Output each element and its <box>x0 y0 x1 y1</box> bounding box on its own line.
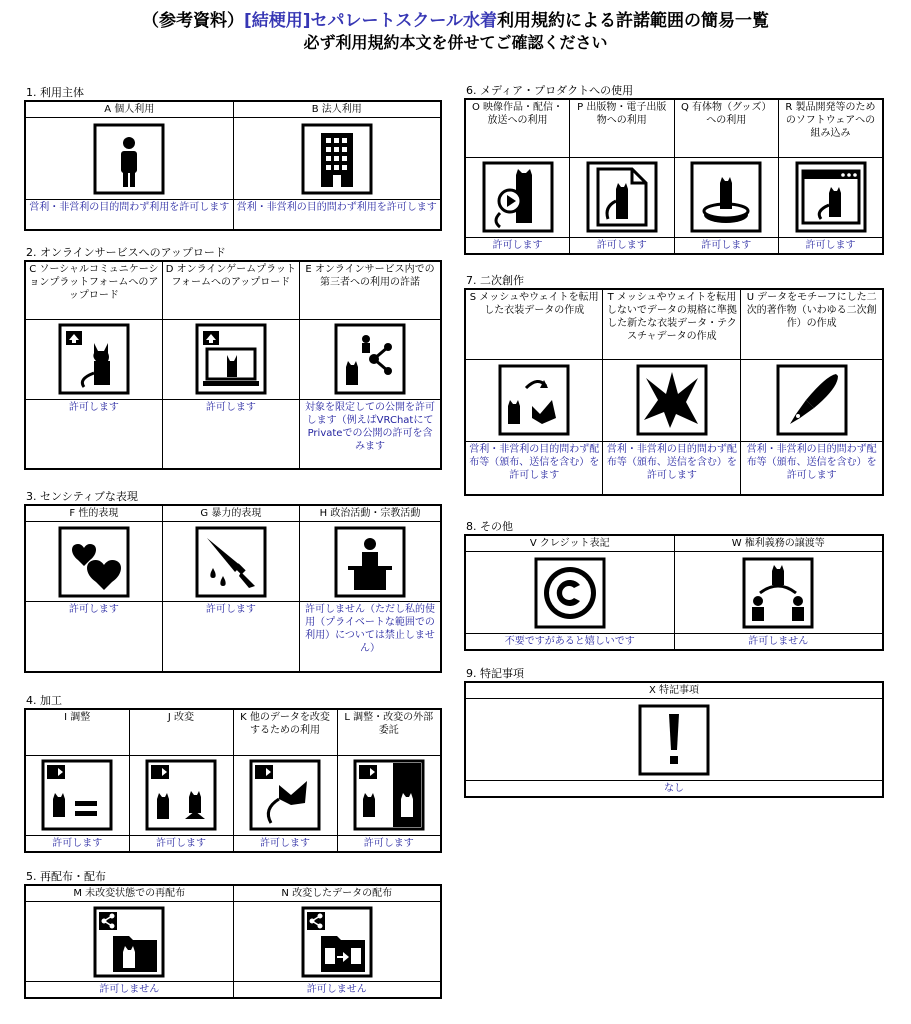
section-7-table <box>464 288 884 496</box>
item-v-status: 不要ですがあると嬉しいです <box>504 636 635 647</box>
item-o-status: 許可します <box>492 239 543 251</box>
section-9 <box>464 667 884 798</box>
section-8-title: 8. その他 <box>466 520 513 533</box>
section-8 <box>464 520 884 651</box>
item-d-label: D オンラインゲームプラットフォームへのアップロード <box>165 264 296 288</box>
item-w-label: W 権利義務の譲渡等 <box>731 538 825 549</box>
header-cell <box>233 101 441 118</box>
section-7-title: 7. 二次創作 <box>466 274 524 287</box>
header-cell <box>25 101 233 118</box>
item-f-status: 許可します <box>68 604 119 615</box>
copyright-icon <box>466 557 674 629</box>
item-b-label: B 法人利用 <box>311 104 362 115</box>
transfer-icon <box>675 557 883 629</box>
item-i-status: 許可します <box>52 837 103 849</box>
section-3-title: 3. センシティブな表現 <box>26 490 138 503</box>
section-5-title: 5. 再配布・配布 <box>26 870 106 883</box>
item-s-status: 営利・非営利の目的問わず配布等（頒布、送信を含む）を許可します <box>469 443 600 481</box>
pen-nib-icon <box>741 364 882 436</box>
item-t-status: 営利・非営利の目的問わず配布等（頒布、送信を含む）を許可します <box>606 443 737 481</box>
game-upload-icon <box>163 323 299 395</box>
item-m-status: 許可しません <box>99 984 160 995</box>
video-icon <box>466 161 569 233</box>
document-title <box>0 10 911 54</box>
item-a-status: 営利・非営利の目的問わず利用を許可します <box>29 202 230 213</box>
item-u-status: 営利・非営利の目的問わず配布等（頒布、送信を含む）を許可します <box>746 443 877 481</box>
item-h-status: 許可しません（ただし私的使用（プライベートな範囲での利用）については禁止しません） <box>305 604 436 654</box>
item-v-label: V クレジット表記 <box>529 538 610 549</box>
item-g-status: 許可します <box>205 604 256 615</box>
publication-icon <box>570 161 674 233</box>
section-2-table <box>24 260 442 470</box>
adjust-icon <box>26 759 129 831</box>
person-icon <box>26 123 233 195</box>
item-q-status: 許可します <box>701 239 752 251</box>
item-c-status: 許可します <box>68 401 119 413</box>
section-6-title: 6. メディア・プロダクトへの使用 <box>466 84 634 97</box>
item-p-status: 許可します <box>596 239 647 251</box>
item-n-status: 許可しません <box>306 984 367 995</box>
item-w-status: 許可しません <box>748 636 809 647</box>
modify-other-icon <box>234 759 337 831</box>
item-x-status: なし <box>664 783 684 794</box>
section-9-title: 9. 特記事項 <box>466 667 524 680</box>
item-c-label: C ソーシャルコミュニケーションプラットフォームへのアップロード <box>29 264 159 301</box>
item-k-label: K 他のデータを改変するための利用 <box>240 712 330 736</box>
distribute-modified-icon <box>234 906 441 978</box>
item-k-status: 許可します <box>260 837 310 849</box>
section-1 <box>24 86 442 231</box>
item-l-status: 許可します <box>363 837 414 849</box>
podium-icon <box>300 526 440 598</box>
item-o-label: O 映像作品・配信・放送への利用 <box>471 102 564 126</box>
goods-icon <box>675 161 779 233</box>
section-6-table <box>464 98 884 255</box>
item-s-label: S メッシュやウェイトを転用した衣装データの作成 <box>469 292 599 316</box>
section-5 <box>24 870 442 999</box>
section-7 <box>464 274 884 496</box>
item-l-label: L 調整・改変の外部委託 <box>344 712 434 736</box>
item-d-status: 許可します <box>205 401 256 413</box>
hearts-icon <box>26 526 162 598</box>
building-icon <box>234 123 441 195</box>
section-4-title: 4. 加工 <box>26 694 62 707</box>
title-line-1 <box>0 10 911 32</box>
section-1-table <box>24 100 442 231</box>
section-4 <box>24 694 442 853</box>
item-i-label: I 調整 <box>64 712 91 723</box>
item-r-label: R 製品開発等のためのソフトウェアへの組み込み <box>785 102 876 139</box>
new-costume-icon <box>603 364 740 436</box>
item-h-label: H 政治活動・宗教活動 <box>319 508 421 519</box>
redistribute-icon <box>26 906 233 978</box>
item-r-status: 許可します <box>805 239 856 251</box>
exclamation-icon <box>466 704 882 776</box>
knife-icon <box>163 526 299 598</box>
section-8-table <box>464 534 884 651</box>
section-2 <box>24 246 442 470</box>
item-q-label: Q 有体物（グッズ）への利用 <box>680 102 772 126</box>
social-upload-icon <box>26 323 162 395</box>
item-b-status: 営利・非営利の目的問わず利用を許可します <box>236 202 437 213</box>
section-4-table <box>24 708 442 853</box>
item-g-label: G 暴力的表現 <box>200 508 262 519</box>
item-p-label: P 出版物・電子出版物への利用 <box>577 102 667 126</box>
section-9-table <box>464 681 884 798</box>
item-u-label: U データをモチーフにした二次的著作物（いわゆる二次創作）の作成 <box>746 292 877 329</box>
icon-cell <box>25 118 233 200</box>
item-j-label: J 改変 <box>167 712 195 723</box>
item-x-label: X 特記事項 <box>648 685 700 696</box>
title-prefix: （参考資料） <box>141 11 244 31</box>
title-line-2: 必ず利用規約本文を併せてご確認ください <box>303 33 608 52</box>
modify-icon <box>130 759 233 831</box>
section-3 <box>24 490 442 673</box>
item-n-label: N 改変したデータの配布 <box>281 888 393 899</box>
item-t-label: T メッシュやウェイトを転用しないでデータの規格に準拠した新たな衣装データ・テクスチャデータの作成 <box>606 292 737 342</box>
item-m-label: M 未改変状態での再配布 <box>73 888 186 899</box>
third-party-share-icon <box>300 323 440 395</box>
section-1-title: 1. 利用主体 <box>26 86 84 99</box>
title-highlight: [結梗用]セパレートスクール水着 <box>243 11 498 31</box>
outsource-icon <box>338 759 441 831</box>
icon-cell <box>233 118 441 200</box>
item-j-status: 許可します <box>156 837 206 849</box>
section-6 <box>464 84 884 255</box>
section-2-title: 2. オンラインサービスへのアップロード <box>26 246 226 259</box>
item-a-label: A 個人利用 <box>104 104 155 115</box>
mesh-reuse-icon <box>466 364 602 436</box>
section-3-table <box>24 504 442 673</box>
item-e-label: E オンラインサービス内での第三者への利用の許諾 <box>305 264 435 288</box>
item-f-label: F 性的表現 <box>69 508 119 519</box>
software-icon <box>779 161 882 233</box>
title-suffix: 利用規約による許諾範囲の簡易一覧 <box>497 11 770 31</box>
section-5-table <box>24 884 442 999</box>
item-e-status: 対象を限定しての公開を許可します（例えばVRChatにてPrivateでの公開の許可を含みます <box>305 401 436 452</box>
